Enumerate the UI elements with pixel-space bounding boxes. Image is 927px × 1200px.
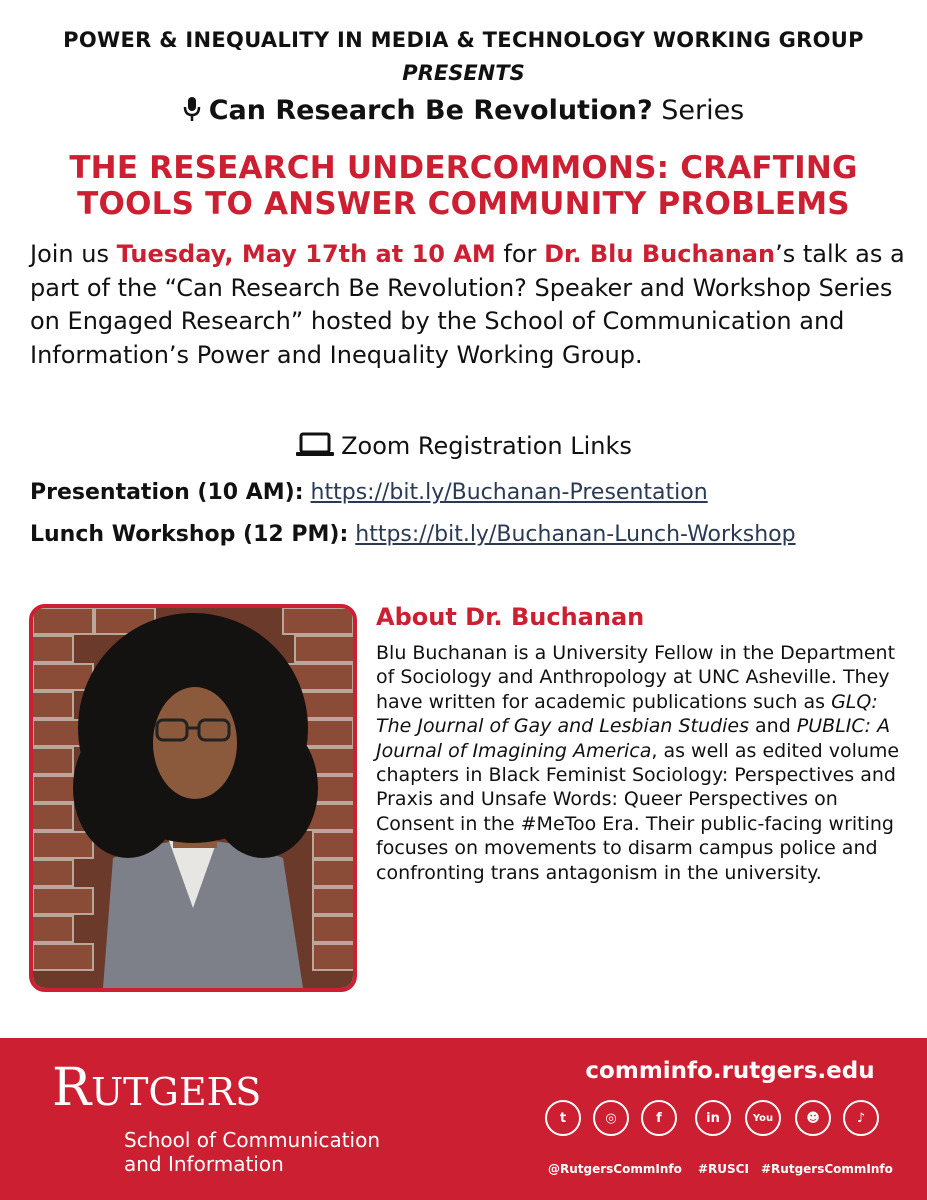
series-suffix: Series: [652, 95, 745, 126]
laptop-icon: [295, 432, 335, 464]
intro-paragraph: [30, 238, 910, 372]
hashtag-rutgerscomminfo[interactable]: #RutgersCommInfo: [761, 1162, 893, 1176]
twitter-icon[interactable]: t: [545, 1100, 581, 1136]
instagram-icon[interactable]: ◎: [593, 1100, 629, 1136]
presentation-label: Presentation (10 AM):: [30, 480, 304, 505]
series-name: Can Research Be Revolution?: [208, 95, 653, 126]
hashtag-rusci[interactable]: #RUSCI: [698, 1162, 749, 1176]
rutgers-wordmark: RUTGERS: [52, 1058, 262, 1118]
intro-text-3: ’s talk as a part of the “Can Research Be Revolution? Speaker and Workshop Series on Engaged Research” hosted by the School of Communication and Information’s Power and Inequality Working Group.: [30, 240, 905, 369]
handle-rutgerscomminfo[interactable]: @RutgersCommInfo: [548, 1162, 682, 1176]
intro-text-1: Join us: [30, 240, 117, 268]
about-bio: [376, 641, 916, 885]
facebook-icon[interactable]: f: [641, 1100, 677, 1136]
microphone-icon: [183, 96, 201, 129]
presentation-link-row: [30, 480, 708, 505]
about-heading: About Dr. Buchanan: [376, 603, 645, 631]
lunch-link[interactable]: https://bit.ly/Buchanan-Lunch-Workshop: [355, 522, 796, 547]
org-header: POWER & INEQUALITY IN MEDIA & TECHNOLOGY WORKING GROUP: [63, 28, 864, 52]
bio-text-2: and: [748, 715, 797, 738]
lunch-link-row: [30, 522, 796, 547]
website-link[interactable]: comminfo.rutgers.edu: [585, 1058, 875, 1084]
lunch-label: Lunch Workshop (12 PM):: [30, 522, 349, 547]
bio-publication-2: PUBLIC: A Journal of Imagining America: [376, 715, 891, 762]
presentation-link[interactable]: https://bit.ly/Buchanan-Presentation: [310, 480, 708, 505]
bio-publication-1: GLQ: The Journal of Gay and Lesbian Studies: [376, 690, 878, 738]
youtube-icon[interactable]: You: [745, 1100, 781, 1136]
tiktok-icon[interactable]: ♪: [843, 1100, 879, 1136]
series-heading: [0, 95, 927, 129]
speaker-photo: [29, 604, 357, 992]
presents-label: PRESENTS: [402, 61, 525, 85]
zoom-heading: [0, 432, 927, 464]
speaker-portrait-illustration: [33, 608, 353, 988]
speaker-name: Dr. Blu Buchanan: [544, 240, 776, 268]
bio-text-1: Blu Buchanan is a University Fellow in the Department of Sociology and Anthropology at UNC Asheville. They have written for academic publications such as: [376, 642, 896, 713]
event-title-line-2: TOOLS TO ANSWER COMMUNITY PROBLEMS: [77, 186, 850, 222]
event-title-line-1: THE RESEARCH UNDERCOMMONS: CRAFTING: [69, 150, 858, 186]
school-name: School of Communication and Information: [124, 1128, 381, 1176]
intro-text-2: for: [495, 240, 545, 268]
linkedin-icon[interactable]: in: [695, 1100, 731, 1136]
snapchat-icon[interactable]: ☻: [795, 1100, 831, 1136]
bio-text-3: , as well as edited volume chapters in Black Feminist Sociology: Perspectives and Praxis and Unsafe Words: Queer Perspectives on Consent in the #MeToo Era. Their public-facing writing focuses on movements to disarm campus police and confronting trans antagonism in the university.: [376, 739, 900, 884]
event-date: Tuesday, May 17th at 10 AM: [116, 240, 496, 268]
footer-bar: [0, 1038, 927, 1200]
social-icons: [545, 1100, 905, 1140]
event-title: [0, 150, 927, 222]
zoom-heading-text: Zoom Registration Links: [341, 432, 632, 460]
